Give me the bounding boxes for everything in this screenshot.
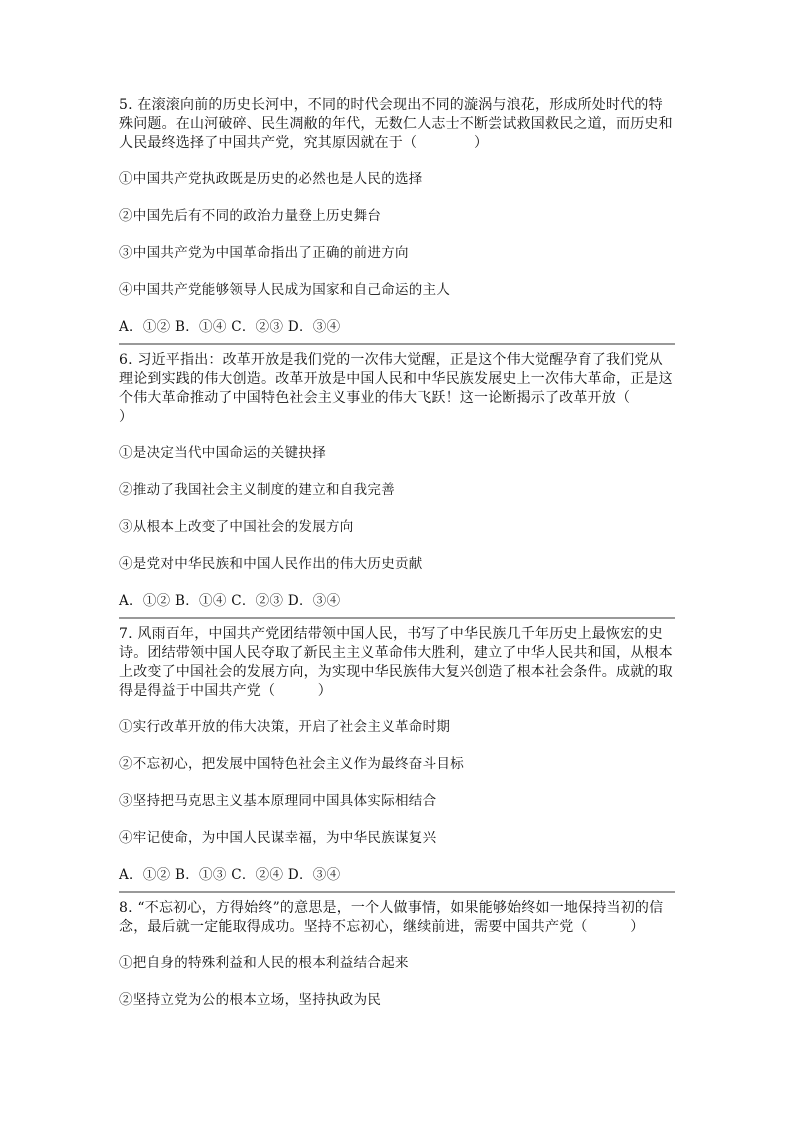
answer-choices: A．①② B．①③ C．②④ D．③④ xyxy=(119,867,341,883)
option-2: ②坚持立党为公的根本立场，坚持执政为民 xyxy=(119,992,382,1008)
option-4: ④牢记使命，为中国人民谋幸福，为中华民族谋复兴 xyxy=(119,830,437,846)
option-2: ②中国先后有不同的政治力量登上历史舞台 xyxy=(119,208,382,224)
option-1: ①把自身的特殊利益和人民的根本利益结合起来 xyxy=(119,955,409,971)
question-stem: 5. 在滚滚向前的历史长河中，不同的时代会现出不同的漩涡与浪花，形成所处时代的特殊问题。在山河破碎、民生凋敝的年代，无数仁人志士不断尝试救国救民之道，而历史和人民最终选择了中国共产党，究其原因就在于（ ） xyxy=(119,97,673,151)
question-divider xyxy=(119,617,675,619)
option-1: ①中国共产党执政既是历史的必然也是人民的选择 xyxy=(119,171,423,187)
question-divider xyxy=(119,891,675,893)
question-stem: 6. 习近平指出：改革开放是我们党的一次伟大觉醒，正是这个伟大觉醒孕育了我们党从理论到实践的伟大创造。改革开放是中国人民和中华民族发展史上一次伟大革命，正是这个伟大革命推动了中国特色社会主义事业的伟大飞跃！这一论断揭示了改革开放（ ） xyxy=(119,352,673,425)
answer-choices: A．①② B．①④ C．②③ D．③④ xyxy=(119,319,341,335)
question-7 xyxy=(119,625,675,885)
question-stem: 8. “不忘初心，方得始终”的意思是，一个人做事情，如果能够始终如一地保持当初的信念，最后就一定能取得成功。坚持不忘初心，继续前进，需要中国共产党（ ） xyxy=(119,900,664,935)
option-2: ②推动了我国社会主义制度的建立和自我完善 xyxy=(119,482,395,498)
option-1: ①是决定当代中国命运的关键抉择 xyxy=(119,445,326,461)
option-4: ④中国共产党能够领导人民成为国家和自己命运的主人 xyxy=(119,282,451,298)
option-3: ③从根本上改变了中国社会的发展方向 xyxy=(119,519,354,535)
option-3: ③坚持把马克思主义基本原理同中国具体实际相结合 xyxy=(119,793,437,809)
question-5 xyxy=(119,96,675,337)
option-2: ②不忘初心，把发展中国特色社会主义作为最终奋斗目标 xyxy=(119,756,464,772)
option-3: ③中国共产党为中国革命指出了正确的前进方向 xyxy=(119,245,409,261)
question-divider xyxy=(119,343,675,345)
question-8 xyxy=(119,899,675,1010)
option-4: ④是党对中华民族和中国人民作出的伟大历史贡献 xyxy=(119,556,423,572)
document-page xyxy=(119,96,675,1028)
answer-choices: A．①② B．①④ C．②③ D．③④ xyxy=(119,593,341,609)
question-6 xyxy=(119,351,675,611)
question-stem: 7. 风雨百年，中国共产党团结带领中国人民，书写了中华民族几千年历史上最恢宏的史诗。团结带领中国人民夺取了新民主主义革命伟大胜利，建立了中华人民共和国，从根本上改变了中国社会的发展方向，为实现中华民族伟大复兴创造了根本社会条件。成就的取得是得益于中国共产党（ ） xyxy=(119,626,673,699)
option-1: ①实行改革开放的伟大决策，开启了社会主义革命时期 xyxy=(119,719,451,735)
